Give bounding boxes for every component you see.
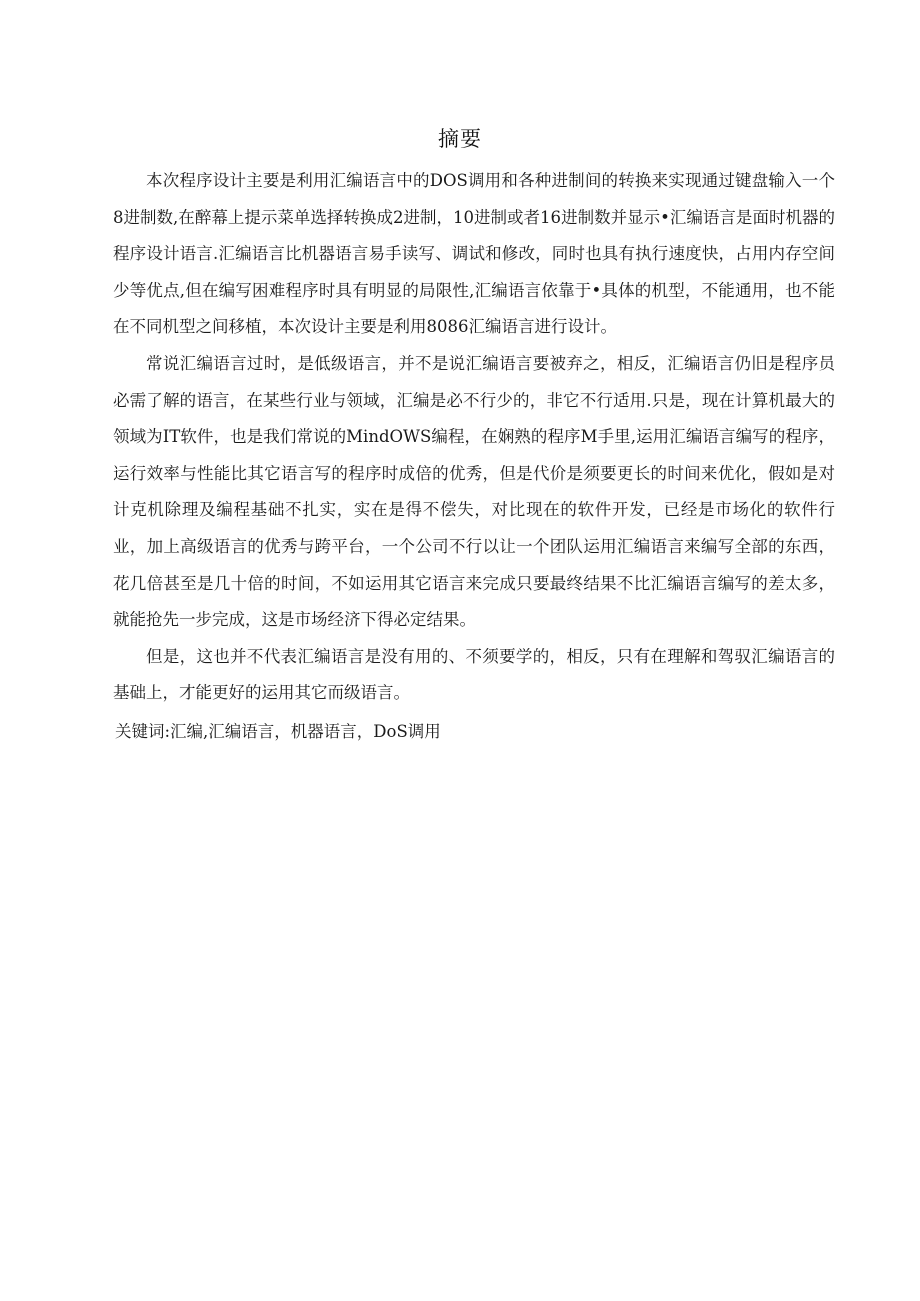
abstract-paragraph-3: 但是，这也并不代表汇编语言是没有用的、不须要学的，相反，只有在理解和驾驭汇编语言的基础上，才能更好的运用其它而级语言。 [113,646,835,703]
abstract-body [113,163,835,751]
keywords-line: 关键词:汇编,汇编语言，机器语言，DoS调用 [115,721,441,741]
abstract-paragraph-1: 本次程序设计主要是利用汇编语言中的DOS调用和各种进制间的转换来实现通过键盘输入一个8进制数,在醉幕上提示菜单选择转换成2进制，10进制或者16进制数并显示•汇编语言是面时机器的程序设计语言.汇编语言比机器语言易手读写、调试和修改，同时也具有执行速度快，占用内存空间少等优点,但在编写困难程序时具有明显的局限性,汇编语言依靠于•具体的机型，不能通用，也不能在不同机型之间移植，本次设计主要是利用8086汇编语言进行设计。 [113,171,835,337]
abstract-paragraph-2: 常说汇编语言过时，是低级语言，并不是说汇编语言要被弃之，相反，汇编语言仍旧是程序员必需了解的语言，在某些行业与领域，汇编是必不行少的，非它不行适用.只是，现在计算机最大的领域为IT软件，也是我们常说的MindOWS编程，在娴熟的程序M手里,运用汇编语言编写的程序，运行效率与性能比其它语言写的程序时成倍的优秀，但是代价是须要更长的时间来优化，假如是对计克机除理及编程基础不扎实，实在是得不偿失，对比现在的软件开发，已经是市场化的软件行业，加上高级语言的优秀与跨平台，一个公司不行以让一个团队运用汇编语言来编写全部的东西，花几倍甚至是几十倍的时间，不如运用其它语言来完成只要最终结果不比汇编语言编写的差太多，就能抢先一步完成，这是市场经济下得必定结果。 [113,353,835,630]
abstract-title: 摘要 [438,127,482,151]
